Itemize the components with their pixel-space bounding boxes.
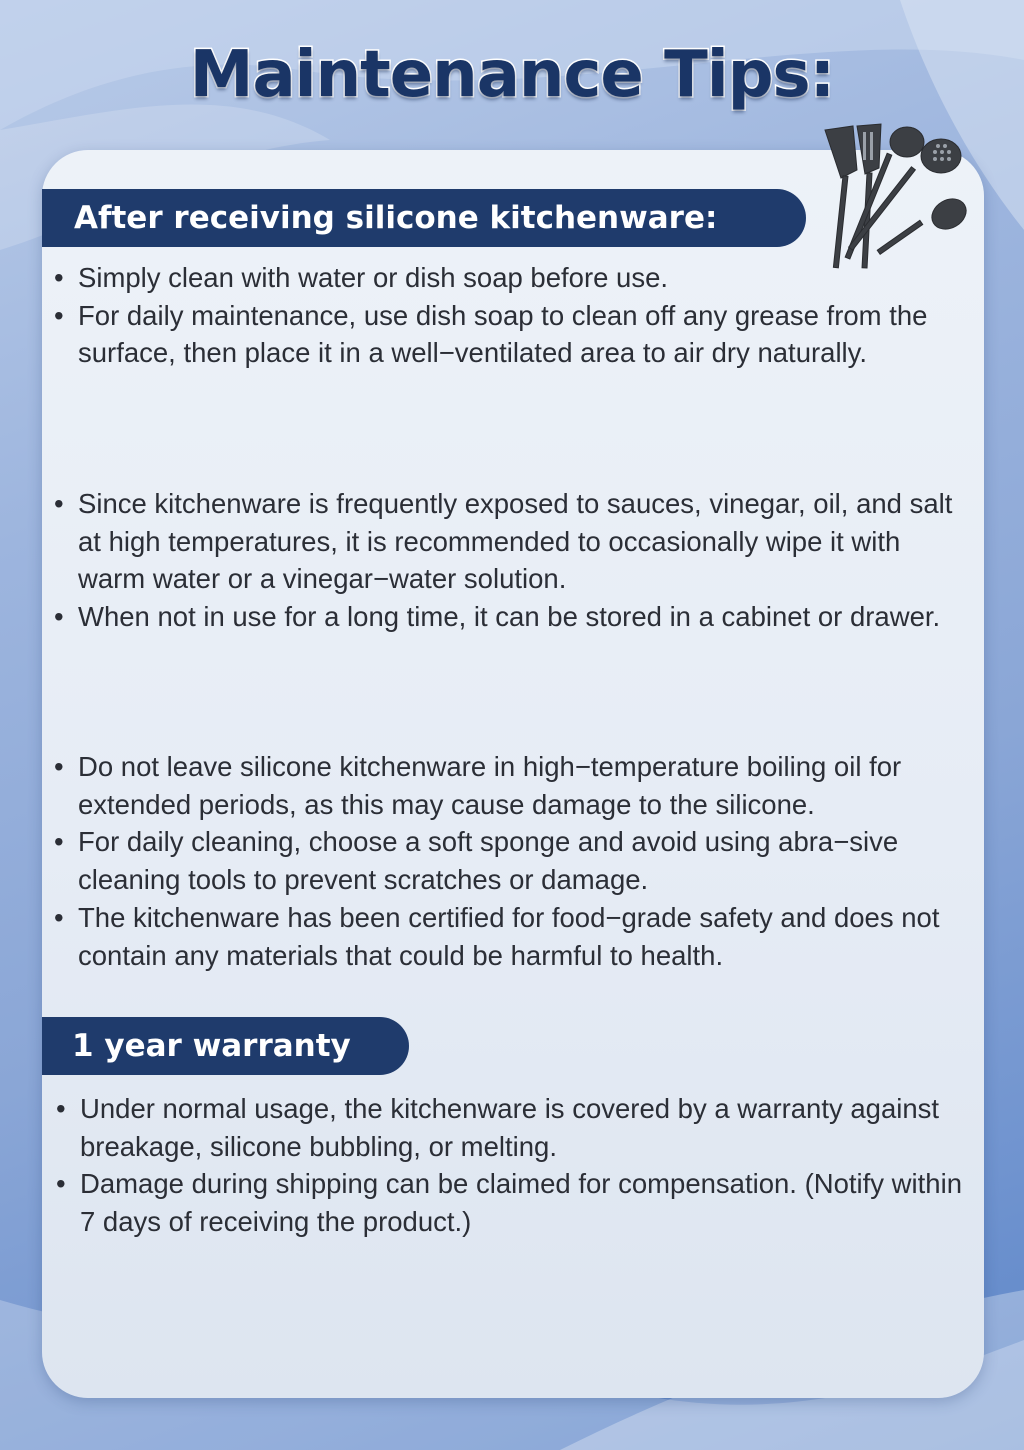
bullet-icon: • — [54, 262, 64, 293]
tip-text: Under normal usage, the kitchenware is covered by a warranty against breakage, silicone bubbling, or melting. — [80, 1093, 940, 1162]
tip-text: Simply clean with water or dish soap before use. — [78, 262, 669, 293]
tip-text: Damage during shipping can be claimed for compensation. (Notify within 7 days of receiving the product.) — [80, 1168, 962, 1238]
bullet-icon: • — [54, 601, 64, 633]
bullet-icon: • — [54, 488, 64, 519]
section-heading-warranty: 1 year warranty — [42, 1017, 409, 1075]
tip-text: For daily maintenance, use dish soap to clean off any grease from the surface, then place it in a well−ventilated area to air dry naturally. — [78, 299, 928, 369]
bullet-icon: • — [54, 751, 64, 782]
tip-text: When not in use for a long time, it can be stored in a cabinet or drawer. — [78, 601, 941, 633]
section-heading-care: After receiving silicone kitchenware: — [42, 189, 806, 247]
tip-text: Since kitchenware is frequently exposed to sauces, vinegar, oil, and salt at high temperatures, it is recommended to occasionally wipe it with warm water or a vinegar−water solution. — [78, 488, 953, 595]
list-item — [42, 598, 967, 636]
list-item — [42, 297, 967, 372]
list-item — [44, 1090, 984, 1165]
list-item — [42, 485, 967, 598]
tip-text: For daily cleaning, choose a soft sponge and avoid using abra−sive cleaning tools to prevent scratches or damage. — [78, 826, 899, 896]
bullet-icon: • — [56, 1168, 66, 1200]
bullet-icon: • — [54, 826, 64, 858]
tip-text: The kitchenware has been certified for food−grade safety and does not contain any materials that could be harmful to health. — [78, 901, 940, 971]
tip-text: Do not leave silicone kitchenware in high−temperature boiling oil for extended periods, as this may cause damage to the silicone. — [78, 751, 902, 820]
tips-group-warranty — [44, 1090, 984, 1241]
tips-group-storage — [42, 485, 967, 636]
page-title: Maintenance Tips: — [189, 38, 835, 112]
list-item — [44, 1165, 984, 1240]
bullet-icon: • — [54, 901, 64, 933]
tips-group-precautions — [42, 748, 967, 974]
utensil-set-illustration — [815, 118, 975, 278]
list-item — [42, 748, 967, 823]
list-item — [42, 823, 967, 898]
list-item — [42, 899, 967, 974]
bullet-icon: • — [54, 299, 64, 331]
bullet-icon: • — [56, 1093, 66, 1124]
